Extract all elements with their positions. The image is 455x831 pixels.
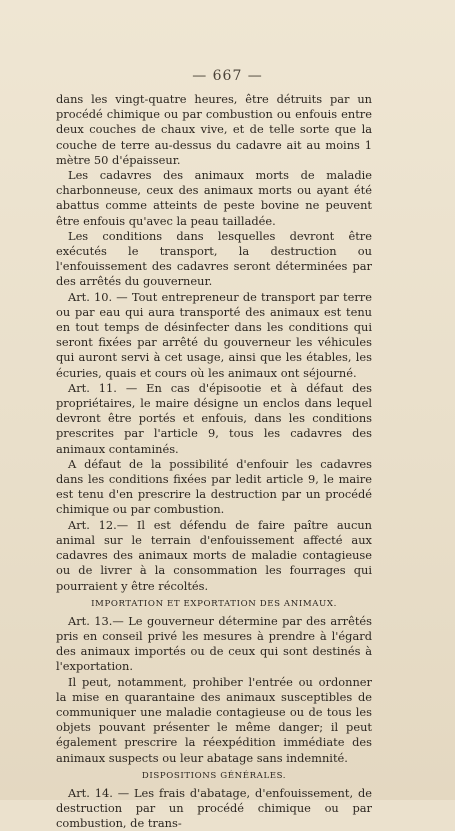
page-number: — 667 — [192,68,263,84]
paragraph-conditions-transport: Les conditions dans lesquelles devront être exécutés le transport, la destruction ou l'enfouissement des cadavres seront déterminées par des arrêtés du gouverneur. [56,228,372,289]
paragraph-art-12: Art. 12.— Il est défendu de faire paître aucun animal sur le terrain d'enfouissement affecté aux cadavres des animaux morts de maladie contagieuse ou de livrer à la consommation les fourrages qui pourraient y être récoltés. [56,517,372,593]
section-heading-dispositions: DISPOSITIONS GÉNÉRALES. [141,770,287,781]
paragraph-art-14: Art. 14. — Les frais d'abatage, d'enfouissement, de destruction par un procédé chimique ou par combustion, de trans- [56,785,372,831]
paragraph-art-13-prohibition: Il peut, notamment, prohiber l'entrée ou ordonner la mise en quarantaine des animaux susceptibles de communiquer une maladie contagieuse ou de tous les objets pouvant présenter le même danger; il peut également prescrire la réexpédition immédiate des animaux suspects ou leur abatage sans indemnité. [56,674,372,765]
paragraph-art-11-defaut: A défaut de la possibilité d'enfouir les cadavres dans les conditions fixées par ledit article 9, le maire est tenu d'en prescrire la destruction par un procédé chimique ou par combustion. [56,456,372,517]
paragraph-art-10: Art. 10. — Tout entrepreneur de transport par terre ou par eau qui aura transporté des animaux est tenu en tout temps de désinfecter dans les conditions qui seront fixées par arrêté du gouverneur les véhicules qui auront servi à cet usage, ainsi que les étables, les écuries, quais et cours où les animaux ont séjourné. [56,289,372,380]
paragraph-continuation: dans les vingt-quatre heures, être détruits par un procédé chimique ou par combustion ou enfouis entre deux couches de chaux vive, et de telle sorte que la couche de terre au-dessus du cadavre ait au moins 1 mètre 50 d'épaisseur. [56,92,372,167]
paragraph-cadavres-charbonneuse: Les cadavres des animaux morts de maladie charbonneuse, ceux des animaux morts ou ayant été abattus comme atteints de peste bovine ne peuvent être enfouis qu'avec la peau tailladée. [56,168,372,228]
section-heading-importation: IMPORTATION ET EXPORTATION DES ANIMAUX. [91,598,337,609]
paragraph-art-13: Art. 13.— Le gouverneur détermine par des arrêtés pris en conseil privé les mesures à prendre à l'égard des animaux importés ou de ceux qui sont destinés à l'exportation. [56,613,372,674]
paragraph-art-11: Art. 11. — En cas d'épisootie et à défaut des propriétaires, le maire désigne un enclos dans lequel devront être portés et enfouis, dans les conditions prescrites par l'article 9, tous les cadavres des animaux contaminés. [56,380,372,456]
document-body [56,92,372,831]
